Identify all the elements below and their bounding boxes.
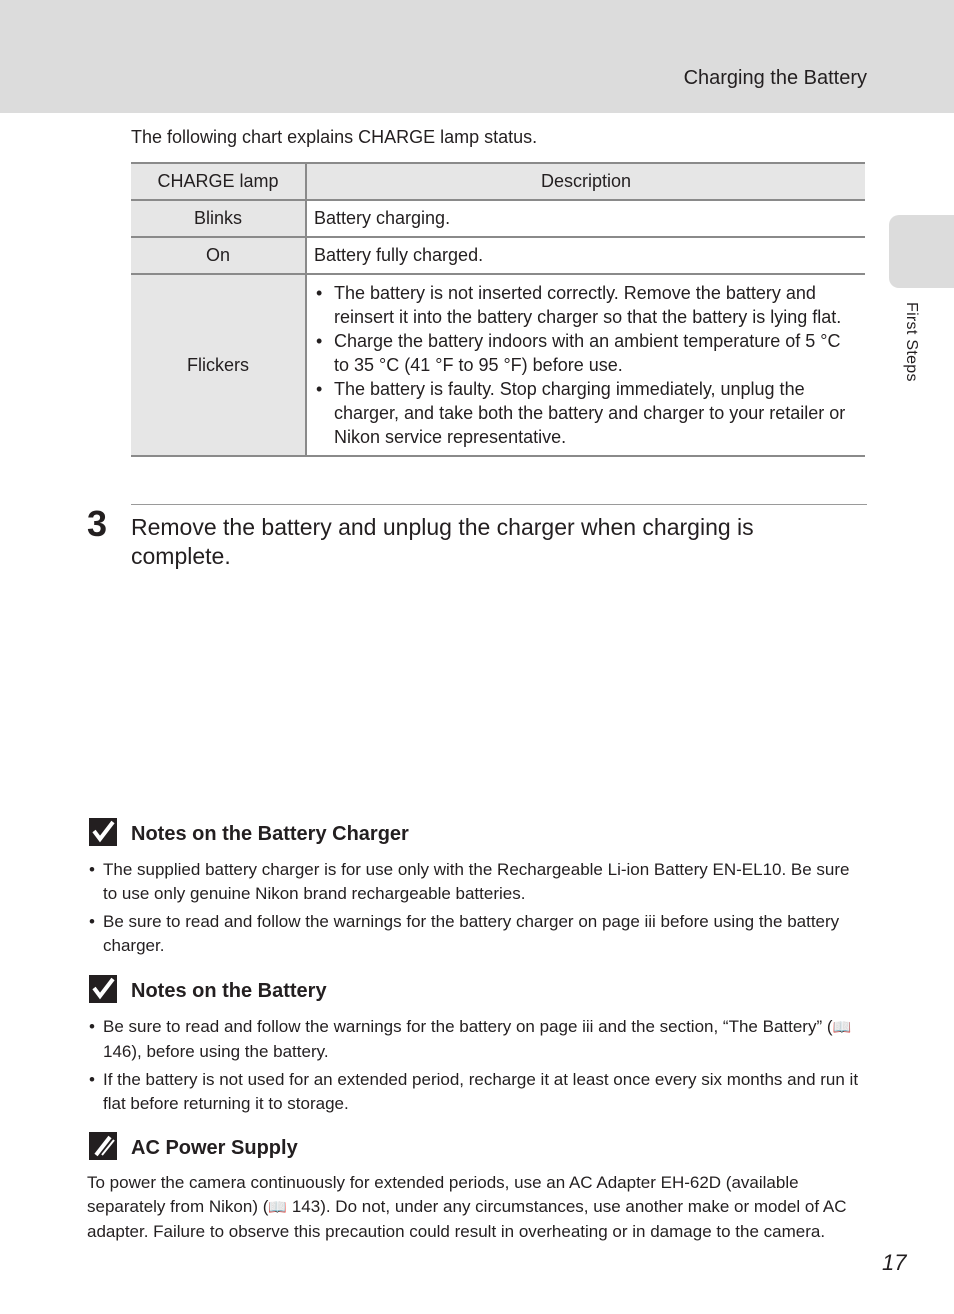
- ac-power-paragraph: To power the camera continuously for extended periods, use an AC Adapter EH-62D (available separately from Nikon) (📖 143). Do not, under any circumstances, use another make or model of AC adapter. Failure to observe this precaution could result in overheating or in damage to the camera.: [87, 1173, 847, 1241]
- charge-lamp-table: [131, 162, 865, 457]
- list-item: • Be sure to read and follow the warnings for the battery charger on page iii before using the battery charger.: [87, 910, 867, 958]
- lamp-description: Battery charging.: [306, 200, 865, 237]
- lamp-description: Battery fully charged.: [306, 237, 865, 274]
- list-item: • The battery is not inserted correctly. Remove the battery and reinsert it into the battery charger so that the battery is lying flat.: [314, 281, 857, 329]
- list-item: • Be sure to read and follow the warnings for the battery on page iii and the section, “The Battery” (📖 146), before using the battery.: [87, 1015, 867, 1064]
- page-number: 17: [882, 1250, 907, 1275]
- header-band: [0, 0, 954, 113]
- table-row: [131, 274, 865, 456]
- list-item: • Charge the battery indoors with an ambient temperature of 5 °C to 35 °C (41 °F to 95 °F) before use.: [314, 329, 857, 377]
- lamp-description: [306, 274, 865, 456]
- table-row: [131, 237, 865, 274]
- note-list-battery: [87, 1015, 867, 1120]
- list-item: • If the battery is not used for an extended period, recharge it at least once every six months and run it flat before returning it to storage.: [87, 1068, 867, 1116]
- table-row: [131, 200, 865, 237]
- lamp-status: Flickers: [131, 274, 306, 456]
- step-number: 3: [87, 503, 108, 544]
- check-caution-icon: [88, 817, 118, 847]
- book-reference-icon: 📖: [832, 1019, 852, 1036]
- table-header-lamp: CHARGE lamp: [131, 163, 306, 200]
- running-header: Charging the Battery: [683, 67, 867, 89]
- note-list-battery-charger: [87, 858, 867, 962]
- note-title-battery-charger: Notes on the Battery Charger: [131, 823, 409, 845]
- check-caution-icon: [88, 974, 118, 1004]
- lamp-status: Blinks: [131, 200, 306, 237]
- step-heading: Remove the battery and unplug the charger when charging is complete.: [131, 514, 754, 569]
- pencil-note-icon: [88, 1131, 118, 1161]
- intro-text: The following chart explains CHARGE lamp status.: [131, 127, 538, 147]
- book-reference-icon: 📖: [268, 1199, 288, 1216]
- side-tab-label: First Steps: [903, 302, 920, 382]
- list-item: • The battery is faulty. Stop charging immediately, unplug the charger, and take both the battery and charger to your retailer or Nikon service representative.: [314, 377, 857, 449]
- side-tab: [889, 215, 954, 288]
- note-title-battery: Notes on the Battery: [131, 980, 327, 1002]
- table-header-description: Description: [306, 163, 865, 200]
- lamp-status: On: [131, 237, 306, 274]
- list-item: • The supplied battery charger is for use only with the Rechargeable Li-ion Battery EN-EL10. Be sure to use only genuine Nikon brand rechargeable batteries.: [87, 858, 867, 906]
- note-title-ac-power: AC Power Supply: [131, 1137, 298, 1159]
- table-header-row: [131, 163, 865, 200]
- step-divider: [131, 504, 867, 505]
